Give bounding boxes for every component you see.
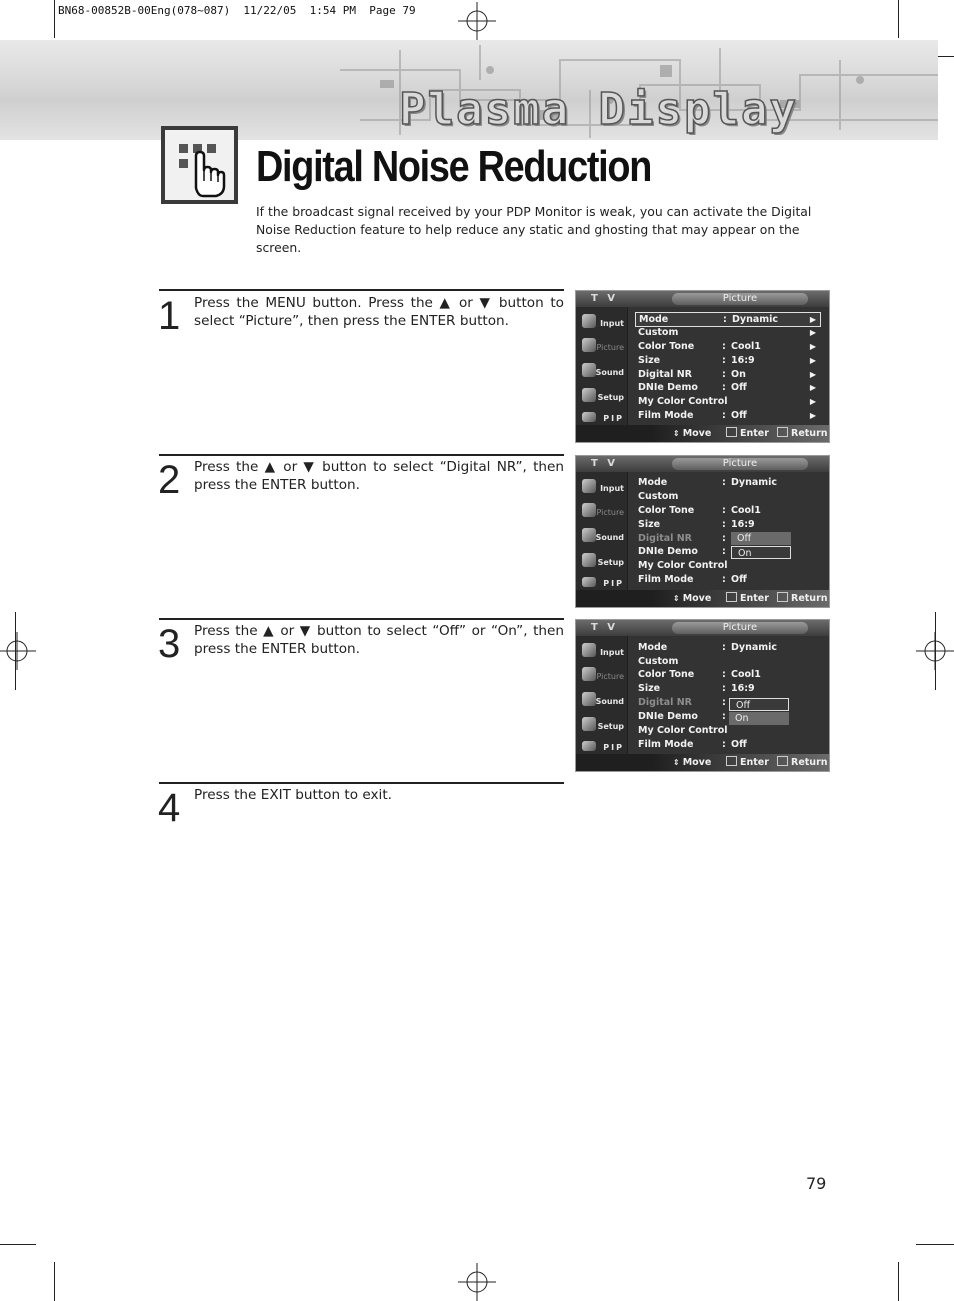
sidebar-item-input[interactable] [578,311,626,333]
registration-mark-icon [458,2,496,40]
sidebar-label: Picture [596,672,624,681]
menu-row-custom[interactable]: Custom ▶ [638,327,816,338]
menu-row-mode[interactable]: Mode : Dynamic [638,477,778,488]
osd-footer [576,590,829,607]
chevron-right-icon: ▶ [809,328,816,337]
crop-mark [935,612,936,690]
sidebar-item-sound[interactable] [578,525,626,547]
chevron-right-icon: ▶ [809,370,816,379]
option-on[interactable]: On [731,546,791,559]
osd-screen-step2 [575,455,830,608]
menu-row-custom[interactable]: Custom [638,491,679,502]
banner-title: Plasma Display [399,84,798,135]
sidebar-label: PIP [603,743,624,752]
return-icon [777,427,788,437]
sidebar-item-pip[interactable] [578,575,626,591]
footer-enter: Enter [726,754,769,771]
step-divider [159,454,564,456]
option-off[interactable]: Off [729,698,789,711]
menu-row-film-mode[interactable]: Film Mode : Off ▶ [638,410,816,421]
menu-row-size[interactable]: Size : 16:9 ▶ [638,355,816,366]
sidebar-label: PIP [603,414,624,423]
pip-icon [582,741,596,751]
sound-icon [582,363,596,377]
crop-mark [898,1262,899,1301]
setup-icon [582,717,596,731]
menu-row-color-tone[interactable]: Color Tone : Cool1 ▶ [638,341,816,352]
step-divider [159,289,564,291]
step-number: 4 [158,786,181,830]
osd-menu-title: Picture [672,293,808,305]
section-banner [0,40,938,140]
footer-move: ⇕ Move [673,428,712,439]
chevron-right-icon: ▶ [809,397,816,406]
step-divider [159,782,564,784]
return-icon [777,592,788,602]
chevron-right-icon: ▶ [809,356,816,365]
sidebar-item-picture[interactable] [578,500,626,522]
pip-icon [582,412,596,422]
step-number: 2 [158,458,181,502]
footer-enter: Enter [726,590,769,607]
sidebar-label: Sound [595,697,624,706]
return-icon [777,756,788,766]
crop-mark [898,0,899,38]
sidebar-label: Input [600,648,624,657]
sidebar-item-setup[interactable] [578,385,626,407]
section-icon-box [161,126,238,204]
option-on[interactable]: On [729,712,789,725]
sidebar-item-picture[interactable] [578,664,626,686]
intro-paragraph: If the broadcast signal received by your PDP Monitor is weak, you can activate the Digital Noise Reduction feature to help reduce any static and ghosting that may appear on the screen. [256,204,812,255]
osd-tv-label: T V [591,622,619,633]
osd-menu-title: Picture [672,458,808,470]
footer-enter: Enter [726,425,769,442]
menu-row-dnie-demo[interactable]: DNIe Demo : Off ▶ [638,382,816,393]
sidebar-item-input[interactable] [578,476,626,498]
enter-icon [726,427,737,437]
osd-sidebar [576,307,627,425]
crop-mark [15,612,16,690]
step-text: Press the MENU button. Press the ▲ or ▼ button to select “Picture”, then press the ENTER button. [194,295,564,329]
menu-row-color-tone[interactable]: Color Tone : Cool1 [638,669,761,680]
picture-icon [582,338,596,352]
menu-row-my-color-control[interactable]: My Color Control [638,560,728,571]
sidebar-item-input[interactable] [578,640,626,662]
crop-mark [916,1244,954,1245]
menu-row-color-tone[interactable]: Color Tone : Cool1 [638,505,761,516]
sidebar-label: Picture [596,343,624,352]
step-number: 3 [158,622,181,666]
menu-row-size[interactable]: Size : 16:9 [638,519,755,530]
step-text: Press the ▲ or ▼ button to select “Off” or “On”, then press the ENTER button. [194,623,564,657]
setup-icon [582,388,596,402]
step-text: Press the EXIT button to exit. [194,787,392,803]
updown-icon: ⇕ [673,594,680,603]
sidebar-label: Setup [597,393,624,402]
enter-icon [726,756,737,766]
printer-slug: BN68-00852B-00Eng(078~087) 11/22/05 1:54 PM Page 79 [58,4,416,17]
pip-icon [582,577,596,587]
menu-row-custom[interactable]: Custom [638,656,679,667]
footer-return: Return [777,425,828,442]
menu-row-mode[interactable]: Mode : Dynamic ▶ [635,312,821,327]
sidebar-item-sound[interactable] [578,360,626,382]
picture-icon [582,503,596,517]
setup-icon [582,553,596,567]
sound-icon [582,692,596,706]
input-icon [582,314,596,328]
crop-mark [54,1262,55,1301]
menu-row-my-color-control[interactable]: My Color Control [638,725,728,736]
page-title: Digital Noise Reduction [256,142,652,191]
menu-row-digital-nr[interactable]: Digital NR : [638,697,726,708]
menu-row-mode[interactable]: Mode : Dynamic [638,642,778,653]
registration-mark-icon [458,1263,496,1301]
osd-sidebar [576,636,627,754]
enter-icon [726,592,737,602]
sidebar-label: Input [600,484,624,493]
sidebar-item-setup[interactable] [578,550,626,572]
page-number: 79 [806,1174,827,1193]
menu-row-film-mode[interactable]: Film Mode : Off [638,739,747,750]
osd-screen-step1 [575,290,830,443]
sidebar-label: Setup [597,722,624,731]
sidebar-item-pip[interactable] [578,739,626,755]
osd-menu-title: Picture [672,622,808,634]
chevron-right-icon: ▶ [809,411,816,420]
sidebar-label: PIP [603,579,624,588]
chevron-right-icon: ▶ [809,383,816,392]
sidebar-label: Setup [597,558,624,567]
sidebar-item-pip[interactable] [578,410,626,426]
footer-move: ⇕ Move [673,757,712,768]
option-off[interactable]: Off [731,532,791,545]
sound-icon [582,528,596,542]
chevron-right-icon: ▶ [809,342,816,351]
sidebar-item-picture[interactable] [578,335,626,357]
chevron-right-icon: ▶ [809,315,816,324]
input-icon [582,479,596,493]
osd-footer [576,754,829,771]
sidebar-item-setup[interactable] [578,714,626,736]
updown-icon: ⇕ [673,758,680,767]
osd-tv-label: T V [591,293,619,304]
sidebar-label: Sound [595,533,624,542]
updown-icon: ⇕ [673,429,680,438]
sidebar-label: Input [600,319,624,328]
step-text: Press the ▲ or ▼ button to select “Digital NR”, then press the ENTER button. [194,459,564,493]
footer-return: Return [777,754,828,771]
registration-mark-icon [0,632,36,670]
menu-row-size[interactable]: Size : 16:9 [638,683,755,694]
hand-pointer-icon [161,126,238,204]
menu-row-dnie-demo[interactable]: DNIe Demo : [638,711,726,722]
osd-tv-label: T V [591,458,619,469]
menu-row-my-color-control[interactable]: My Color Control ▶ [638,396,816,407]
menu-row-digital-nr[interactable]: Digital NR : On ▶ [638,369,816,380]
step-number: 1 [158,294,181,338]
footer-return: Return [777,590,828,607]
osd-sidebar [576,472,627,590]
sidebar-item-sound[interactable] [578,689,626,711]
crop-mark [54,0,55,38]
crop-mark [0,1244,36,1245]
menu-row-dnie-demo[interactable]: DNIe Demo : [638,546,726,557]
sidebar-label: Sound [595,368,624,377]
menu-row-film-mode[interactable]: Film Mode : Off [638,574,747,585]
step-divider [159,618,564,620]
menu-row-digital-nr[interactable]: Digital NR : [638,533,726,544]
sidebar-label: Picture [596,508,624,517]
osd-screen-step3 [575,619,830,772]
osd-footer [576,425,829,442]
picture-icon [582,667,596,681]
input-icon [582,643,596,657]
footer-move: ⇕ Move [673,593,712,604]
